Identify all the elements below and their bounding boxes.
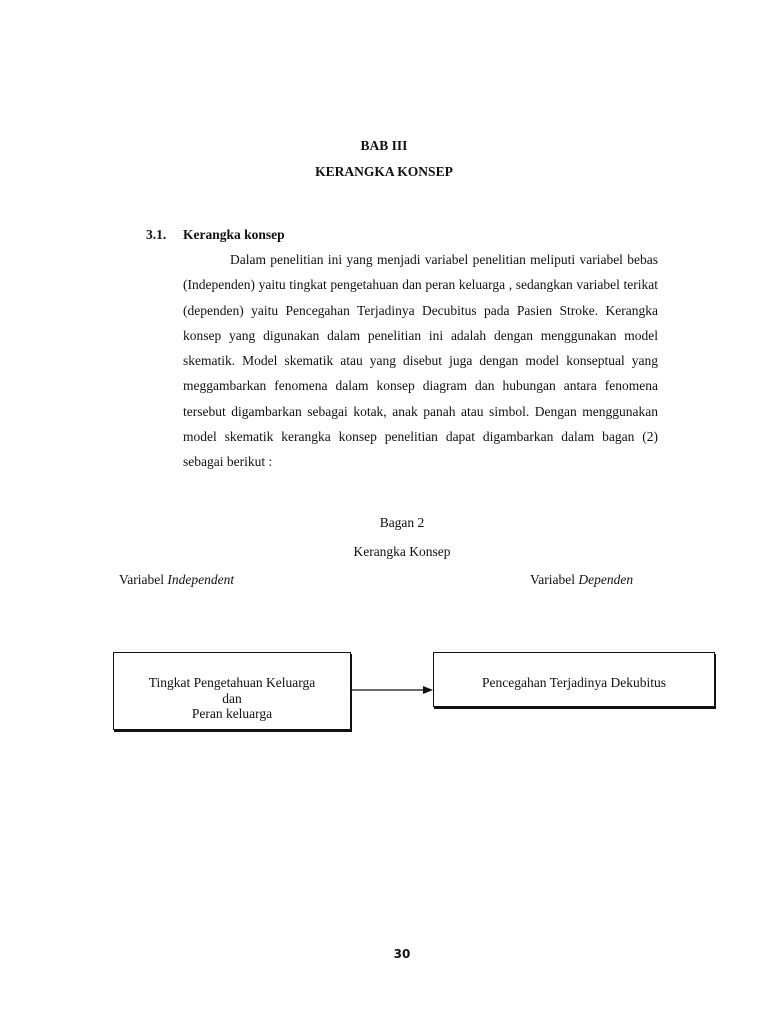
independent-box-line-3: Peran keluarga (191, 706, 273, 721)
section-title: Kerangka konsep (183, 227, 285, 242)
independent-variable-label (119, 572, 234, 588)
section-number: 3.1. (146, 227, 167, 242)
chapter-label: BAB III (360, 138, 408, 153)
independent-box-line-1: Tingkat Pengetahuan Keluarga (148, 675, 316, 690)
dependent-prefix: Variabel (530, 572, 579, 587)
figure-caption-number: Bagan 2 (379, 515, 425, 530)
independent-box-line-2: dan (222, 690, 242, 706)
figure-caption-title: Kerangka Konsep (353, 544, 451, 559)
section-heading (146, 227, 285, 243)
dependent-variable-box (433, 652, 715, 707)
independent-variable-box (113, 652, 351, 730)
independent-term: Independent (167, 572, 235, 587)
independent-prefix: Variabel (119, 572, 168, 587)
dependent-variable-label (530, 572, 633, 588)
dependent-box-text: Pencegahan Terjadinya Dekubitus (482, 675, 666, 690)
relationship-arrow (351, 682, 433, 698)
body-paragraph: Dalam penelitian ini yang menjadi variabel penelitian meliputi variabel bebas (Independen) yaitu tingkat pengetahuan dan peran keluarga , sedangkan variabel terikat (dependen) yaitu Pencegahan Terjadinya Decubitus pada Pasien Stroke. Kerangka konsep yang digunakan dalam penelitian ini adalah dengan menggunakan model skematik. Model skematik atau yang disebut juga dengan model konseptual yang meggambarkan fenomena dalam konsep diagram dan hubungan antara fenomena tersebut digambarkan sebagai kotak, anak panah atau simbol. Dengan menggunakan model skematik kerangka konsep penelitian dapat digambarkan dalam bagan (2) sebagai berikut : (183, 252, 658, 470)
chapter-title: KERANGKA KONSEP (315, 164, 453, 179)
page-number: 30 (393, 947, 411, 961)
dependent-term: Dependen (578, 572, 634, 587)
